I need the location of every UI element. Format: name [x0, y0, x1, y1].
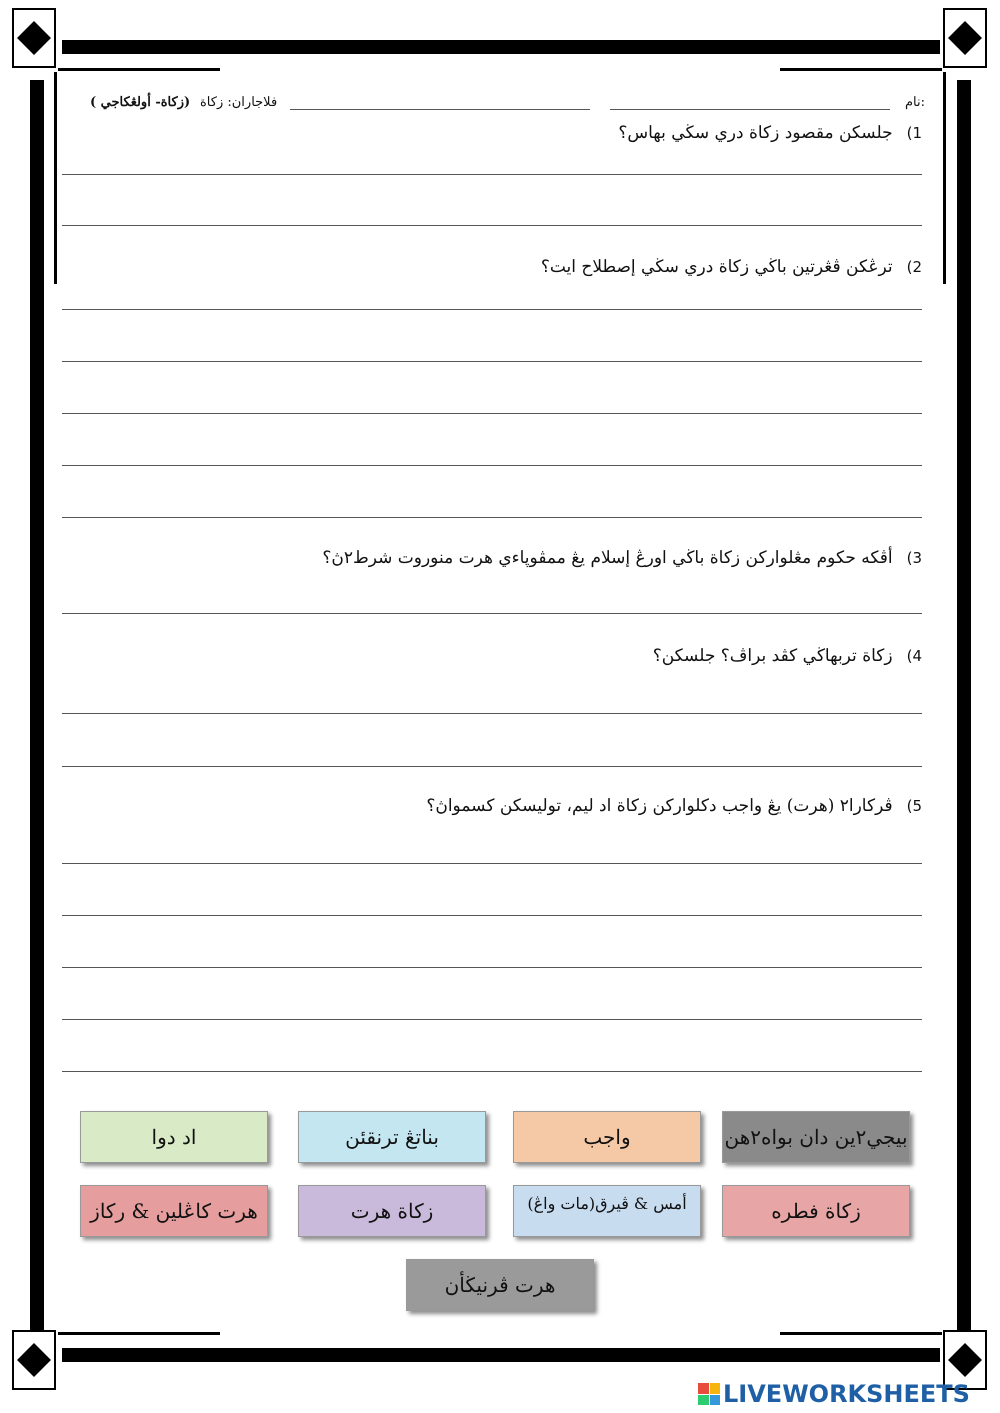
word-bank-tile[interactable]: بناتڠ ترنقئن — [298, 1111, 486, 1163]
question-text: جلسكن مقصود زكاة دري سڬي بهاس؟ — [618, 123, 893, 143]
answer-line[interactable] — [62, 413, 922, 414]
question-number: 5) — [906, 797, 922, 815]
bottom-border-line-right — [780, 1332, 942, 1335]
answer-line[interactable] — [62, 225, 922, 226]
subject-label: فلاجاران: زكاة — [200, 95, 278, 110]
top-border-bar — [62, 40, 940, 54]
left-border-bar — [30, 80, 44, 1330]
right-border-bar — [957, 80, 971, 1330]
name-label: نام: — [904, 95, 925, 110]
question-text: ڤركارا٢ (هرت) يڠ واجب دكلواركن زكاة اد ليم، توليسكن كسمواڽ؟ — [426, 796, 893, 816]
answer-line[interactable] — [62, 309, 922, 310]
word-bank-tile[interactable]: واجب — [513, 1111, 701, 1163]
answer-line[interactable] — [62, 517, 922, 518]
bottom-border-line-left — [58, 1332, 220, 1335]
diamond-icon — [948, 21, 982, 55]
logo-text: LIVEWORKSHEETS — [723, 1380, 970, 1408]
diamond-icon — [17, 21, 51, 55]
word-bank-tile[interactable]: أمس & ڤيرق(مات واڠ) — [513, 1185, 701, 1237]
question-1 — [618, 123, 922, 143]
top-border-line-right — [780, 68, 942, 71]
top-border-line-left — [58, 68, 220, 71]
diamond-icon — [948, 1343, 982, 1377]
left-border-line — [54, 72, 57, 284]
question-text: ترڠكن ڤڠرتين باڬي زكاة دري سڬي إصطلاح ايت؟ — [540, 257, 893, 277]
word-bank-tile[interactable]: هرت ڤرنيڬأن — [406, 1259, 594, 1311]
word-bank-tile[interactable]: زكاة هرت — [298, 1185, 486, 1237]
question-number: 1) — [906, 124, 922, 142]
name-field-line[interactable] — [610, 109, 890, 110]
diamond-icon — [17, 1343, 51, 1377]
bottom-border-bar — [62, 1348, 940, 1362]
answer-line[interactable] — [62, 465, 922, 466]
question-text: أڤكه حكوم مڠلواركن زكاة باڬي اورڠ إسلام يڠ ممڤوڽاءي هرت منوروت شرط٢ڽ؟ — [322, 548, 893, 568]
answer-line[interactable] — [62, 915, 922, 916]
answer-line[interactable] — [62, 1019, 922, 1020]
liveworksheets-logo — [698, 1378, 970, 1410]
answer-line[interactable] — [62, 613, 922, 614]
question-3 — [322, 548, 922, 568]
logo-squares-icon — [698, 1383, 720, 1405]
answer-line[interactable] — [62, 1071, 922, 1072]
question-number: 3) — [906, 549, 922, 567]
question-5 — [426, 796, 922, 816]
answer-line[interactable] — [62, 361, 922, 362]
corner-ornament-bottom-left — [12, 1330, 56, 1390]
word-bank-tile[interactable]: هرت كاڠلين & ركاز — [80, 1185, 268, 1237]
word-bank-tile[interactable]: زكاة فطره — [722, 1185, 910, 1237]
corner-ornament-top-left — [12, 8, 56, 68]
corner-ornament-top-right — [943, 8, 987, 68]
question-number: 4) — [906, 647, 922, 665]
answer-line[interactable] — [62, 766, 922, 767]
answer-line[interactable] — [62, 863, 922, 864]
question-4 — [653, 646, 922, 666]
question-2 — [541, 257, 922, 277]
right-border-line — [943, 72, 946, 284]
question-text: زكاة تربهاڬي كڤد براڤ؟ جلسكن؟ — [652, 646, 893, 666]
answer-line[interactable] — [62, 174, 922, 175]
worksheet-header — [90, 95, 925, 115]
question-number: 2) — [906, 258, 922, 276]
topic-label: (زكاة- أولڠكاجي ) — [90, 95, 191, 110]
word-bank-tile[interactable]: بيجي٢ين دان بواه٢هن — [722, 1111, 910, 1163]
word-bank-tile[interactable]: اد دوا — [80, 1111, 268, 1163]
header-rule — [290, 109, 590, 110]
answer-line[interactable] — [62, 967, 922, 968]
answer-line[interactable] — [62, 713, 922, 714]
